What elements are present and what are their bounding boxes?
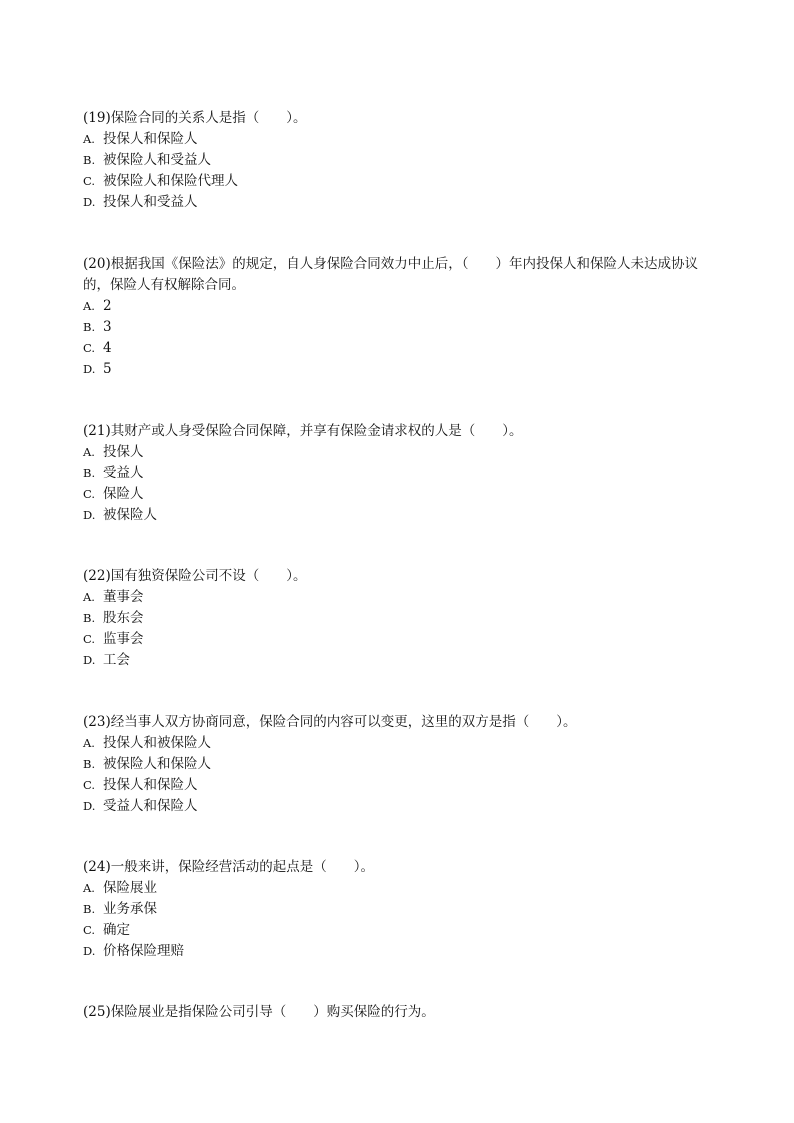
- option-text: 被保险人和保险人: [103, 756, 211, 772]
- option-letter: A.: [83, 590, 95, 604]
- option-letter: B.: [83, 902, 96, 916]
- option-text: 投保人和保险人: [103, 131, 198, 147]
- option-letter: C.: [83, 632, 96, 646]
- option-a: [83, 129, 723, 150]
- option-text: 2: [103, 298, 112, 314]
- question-19: [83, 108, 723, 213]
- option-text: 股东会: [103, 610, 144, 626]
- option-list: [83, 878, 723, 962]
- option-a: [83, 296, 723, 317]
- option-letter: D.: [83, 195, 96, 209]
- option-text: 投保人和被保险人: [103, 735, 211, 751]
- option-text: 保险人: [103, 486, 144, 502]
- option-b: [83, 463, 723, 484]
- option-letter: A.: [83, 736, 95, 750]
- option-letter: B.: [83, 757, 96, 771]
- option-d: [83, 796, 723, 817]
- question-stem: (23)经当事人双方协商同意，保险合同的内容可以变更，这里的双方是指（ ）。: [83, 714, 577, 730]
- option-letter: C.: [83, 341, 96, 355]
- option-letter: C.: [83, 778, 96, 792]
- option-text: 价格保险理赔: [103, 943, 184, 959]
- option-a: [83, 733, 723, 754]
- question-23: [83, 712, 723, 817]
- option-list: [83, 442, 723, 526]
- option-text: 被保险人和受益人: [103, 152, 211, 168]
- option-text: 被保险人和保险代理人: [103, 173, 238, 189]
- option-letter: C.: [83, 174, 96, 188]
- option-letter: B.: [83, 153, 96, 167]
- option-b: [83, 608, 723, 629]
- option-text: 受益人和保险人: [103, 798, 198, 814]
- question-stem: (21)其财产或人身受保险合同保障，并享有保险金请求权的人是（ ）。: [83, 423, 523, 439]
- option-letter: D.: [83, 653, 96, 667]
- option-letter: A.: [83, 445, 95, 459]
- option-letter: A.: [83, 881, 95, 895]
- option-letter: D.: [83, 799, 96, 813]
- option-letter: D.: [83, 508, 96, 522]
- option-letter: C.: [83, 487, 96, 501]
- option-b: [83, 317, 723, 338]
- option-d: [83, 505, 723, 526]
- option-text: 监事会: [103, 631, 144, 647]
- option-text: 投保人和保险人: [103, 777, 198, 793]
- option-text: 4: [103, 340, 112, 356]
- option-letter: C.: [83, 923, 96, 937]
- option-letter: B.: [83, 611, 96, 625]
- option-letter: D.: [83, 944, 96, 958]
- option-a: [83, 587, 723, 608]
- option-c: [83, 920, 723, 941]
- option-letter: A.: [83, 132, 95, 146]
- option-text: 董事会: [103, 589, 144, 605]
- option-a: [83, 878, 723, 899]
- option-text: 受益人: [103, 465, 144, 481]
- option-letter: B.: [83, 466, 96, 480]
- option-letter: D.: [83, 362, 96, 376]
- option-list: [83, 129, 723, 213]
- question-21: [83, 421, 723, 526]
- option-list: [83, 733, 723, 817]
- option-list: [83, 587, 723, 671]
- question-stem: (22)国有独资保险公司不设（ ）。: [83, 568, 307, 584]
- option-b: [83, 150, 723, 171]
- option-list: [83, 296, 723, 380]
- option-text: 3: [103, 319, 112, 335]
- option-text: 保险展业: [103, 880, 157, 896]
- question-stem: (19)保险合同的关系人是指（ ）。: [83, 110, 307, 126]
- question-stem: (20)根据我国《保险法》的规定，自人身保险合同效力中止后，（ ）年内投保人和保险人未达成协议的，保险人有权解除合同。: [83, 256, 698, 293]
- question-25: [83, 1002, 723, 1023]
- option-text: 工会: [103, 652, 130, 668]
- option-d: [83, 192, 723, 213]
- option-text: 投保人: [103, 444, 144, 460]
- option-text: 确定: [103, 922, 130, 938]
- option-d: [83, 941, 723, 962]
- question-20: [83, 254, 723, 380]
- option-letter: B.: [83, 320, 96, 334]
- option-letter: A.: [83, 299, 95, 313]
- option-b: [83, 899, 723, 920]
- option-b: [83, 754, 723, 775]
- question-stem: (24)一般来讲，保险经营活动的起点是（ ）。: [83, 859, 374, 875]
- option-text: 投保人和受益人: [103, 194, 198, 210]
- option-c: [83, 338, 723, 359]
- option-text: 被保险人: [103, 507, 157, 523]
- option-text: 业务承保: [103, 901, 157, 917]
- question-22: [83, 566, 723, 671]
- option-text: 5: [103, 361, 112, 377]
- option-c: [83, 629, 723, 650]
- option-c: [83, 484, 723, 505]
- option-c: [83, 171, 723, 192]
- option-a: [83, 442, 723, 463]
- option-d: [83, 359, 723, 380]
- option-c: [83, 775, 723, 796]
- question-24: [83, 857, 723, 962]
- option-d: [83, 650, 723, 671]
- question-stem: (25)保险展业是指保险公司引导（ ）购买保险的行为。: [83, 1004, 435, 1020]
